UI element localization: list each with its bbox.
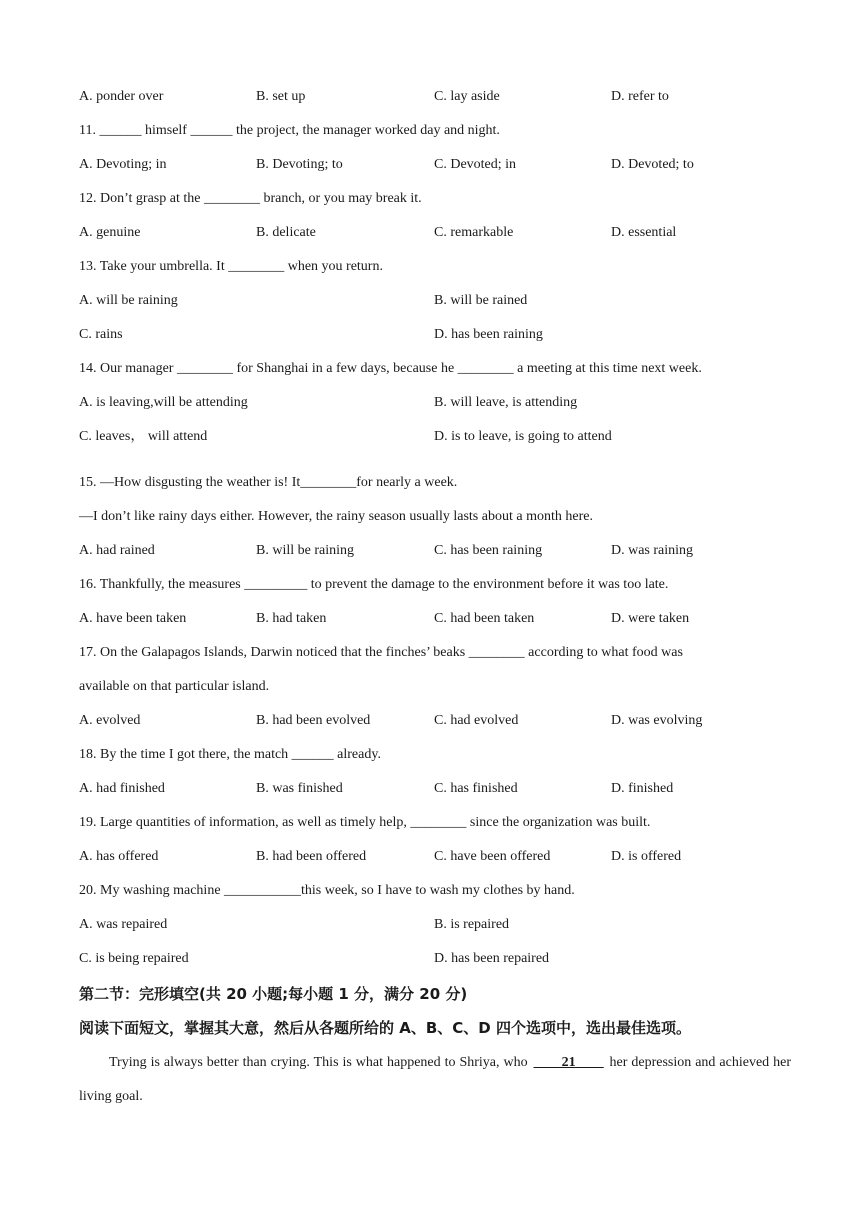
q13-option-b: B. will be rained (434, 293, 528, 308)
q14-option-c: C. leaves， will attend (79, 429, 208, 444)
blank-21[interactable]: ____21____ (533, 1055, 604, 1070)
q19-option-b: B. had been offered (256, 849, 367, 864)
q11-option-a: A. Devoting; in (79, 157, 167, 172)
q16-option-b: B. had taken (256, 611, 327, 626)
q12-option-d: D. essential (611, 225, 677, 240)
q20-option-c: C. is being repaired (79, 951, 189, 966)
q17-option-a: A. evolved (79, 713, 141, 728)
q20-stem: 20. My washing machine ___________this week, so I have to wash my clothes by hand. (79, 883, 575, 898)
passage-text-end: her depression and achieved her living goal. (79, 1055, 791, 1104)
q15-stem-reply: —I don’t like rainy days either. However, the rainy season usually lasts about a month here. (79, 509, 593, 524)
q17-option-c: C. had evolved (434, 713, 519, 728)
q20-option-b: B. is repaired (434, 917, 510, 932)
q10-option-a: A. ponder over (79, 89, 164, 104)
q16-option-c: C. had been taken (434, 611, 535, 626)
section-instruction: 阅读下面短文，掌握其大意，然后从各题所给的 A、B、C、D 四个选项中，选出最佳选项。 (79, 1019, 691, 1037)
q17-option-d: D. was evolving (611, 713, 703, 728)
passage-text-start: Trying is always better than crying. This is what happened to Shriya, who (109, 1055, 532, 1070)
q13-option-c: C. rains (79, 327, 123, 342)
q19-stem: 19. Large quantities of information, as well as timely help, ________ since the organization was built. (79, 815, 651, 830)
q15-option-d: D. was raining (611, 543, 694, 558)
q18-stem: 18. By the time I got there, the match ______ already. (79, 747, 381, 762)
q15-option-c: C. has been raining (434, 543, 543, 558)
q16-option-d: D. were taken (611, 611, 690, 626)
q15-stem: 15. —How disgusting the weather is! It________for nearly a week. (79, 475, 458, 490)
q17-stem: 17. On the Galapagos Islands, Darwin noticed that the finches’ beaks ________ according to what food was (79, 645, 683, 660)
q10-option-c: C. lay aside (434, 89, 500, 104)
q19-option-d: D. is offered (611, 849, 682, 864)
q13-stem: 13. Take your umbrella. It ________ when you return. (79, 259, 383, 274)
q12-stem: 12. Don’t grasp at the ________ branch, or you may break it. (79, 191, 422, 206)
q11-option-b: B. Devoting; to (256, 157, 343, 172)
q14-option-b: B. will leave, is attending (434, 395, 578, 410)
q11-option-c: C. Devoted; in (434, 157, 517, 172)
q12-option-a: A. genuine (79, 225, 141, 240)
q15-option-b: B. will be raining (256, 543, 354, 558)
q14-option-a: A. is leaving,will be attending (79, 395, 248, 410)
q20-option-a: A. was repaired (79, 917, 168, 932)
q15-option-a: A. had rained (79, 543, 155, 558)
q16-stem: 16. Thankfully, the measures _________ to prevent the damage to the environment before it was too late. (79, 577, 669, 592)
q14-option-d: D. is to leave, is going to attend (434, 429, 612, 444)
q18-option-b: B. was finished (256, 781, 343, 796)
q12-option-b: B. delicate (256, 225, 316, 240)
q11-option-d: D. Devoted; to (611, 157, 694, 172)
passage-paragraph (79, 1046, 791, 1114)
q18-option-c: C. has finished (434, 781, 518, 796)
q10-option-d: D. refer to (611, 89, 669, 104)
q18-option-a: A. had finished (79, 781, 165, 796)
q13-option-d: D. has been raining (434, 327, 543, 342)
section-heading: 第二节：完形填空(共 20 小题;每小题 1 分，满分 20 分) (79, 985, 468, 1003)
q12-option-c: C. remarkable (434, 225, 514, 240)
q19-option-c: C. have been offered (434, 849, 551, 864)
q17-stem-cont: available on that particular island. (79, 679, 270, 694)
q16-option-a: A. have been taken (79, 611, 187, 626)
q13-option-a: A. will be raining (79, 293, 178, 308)
q10-option-b: B. set up (256, 89, 306, 104)
q19-option-a: A. has offered (79, 849, 159, 864)
q18-option-d: D. finished (611, 781, 674, 796)
q20-option-d: D. has been repaired (434, 951, 550, 966)
q11-stem: 11. ______ himself ______ the project, the manager worked day and night. (79, 123, 500, 138)
q14-stem: 14. Our manager ________ for Shanghai in a few days, because he ________ a meeting at this time next week. (79, 361, 702, 376)
q17-option-b: B. had been evolved (256, 713, 371, 728)
